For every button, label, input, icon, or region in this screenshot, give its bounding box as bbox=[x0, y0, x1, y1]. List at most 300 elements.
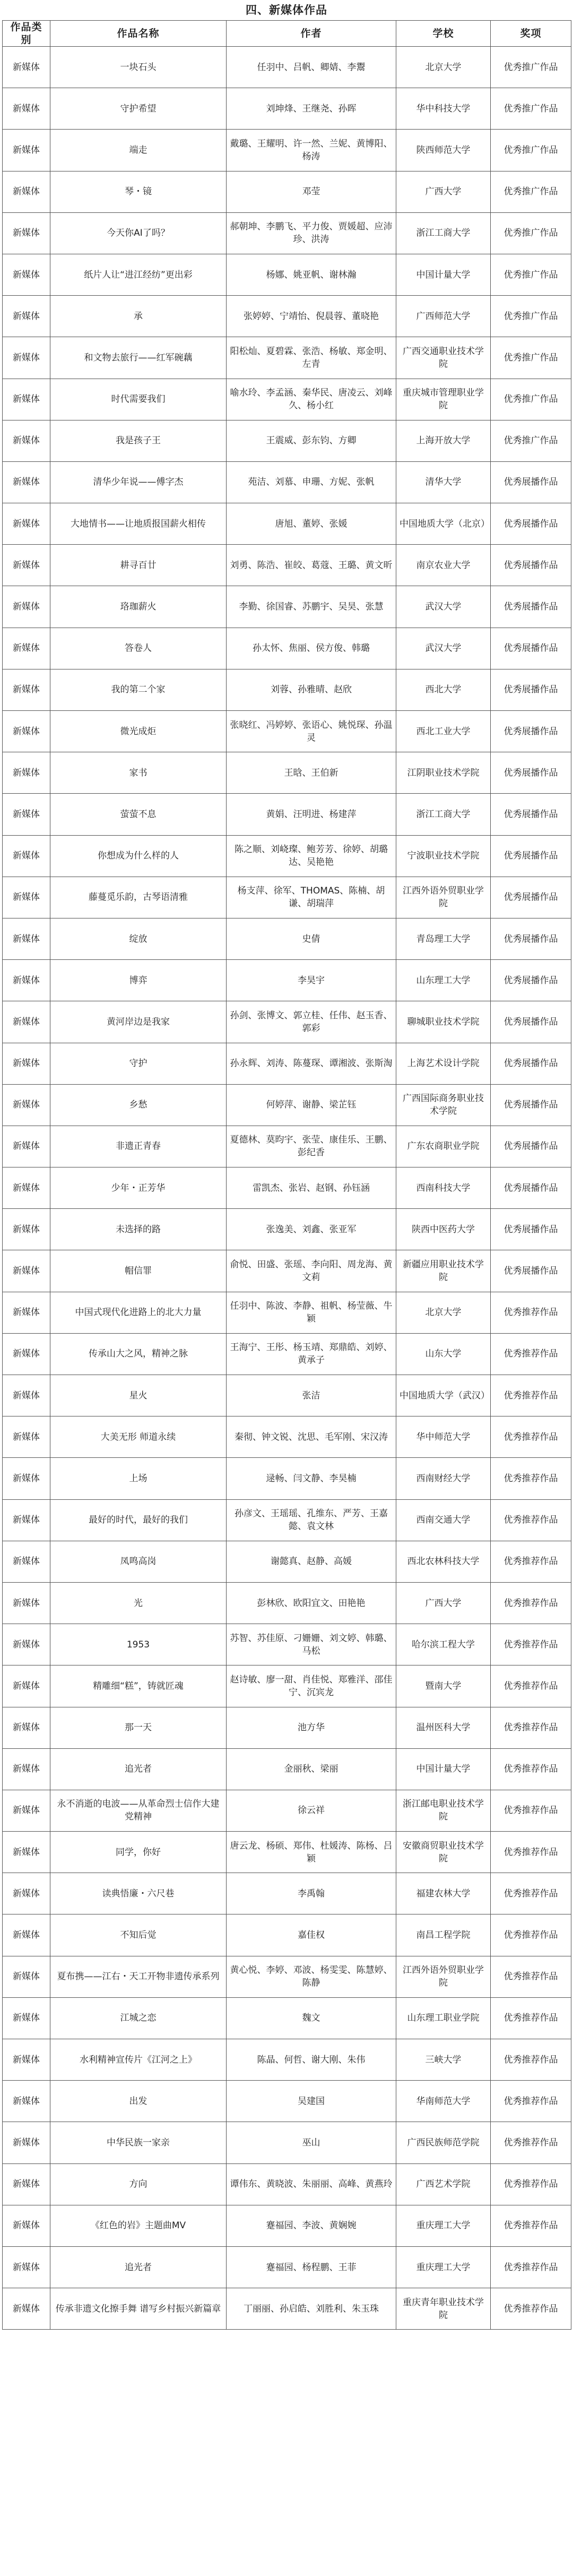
cell-category: 新媒体 bbox=[3, 628, 50, 669]
cell-school: 山东理工职业学院 bbox=[396, 1997, 491, 2039]
cell-work-title: 光 bbox=[50, 1582, 227, 1624]
cell-authors: 王晗、王伯新 bbox=[227, 752, 396, 794]
cell-category: 新媒体 bbox=[3, 1707, 50, 1748]
cell-award: 优秀展播作品 bbox=[491, 1043, 571, 1084]
cell-authors: 雷凯杰、张岩、赵钢、孙钰涵 bbox=[227, 1167, 396, 1209]
cell-school: 广西大学 bbox=[396, 171, 491, 212]
table-row bbox=[3, 1499, 571, 1541]
cell-school: 广西国际商务职业技术学院 bbox=[396, 1084, 491, 1126]
cell-category: 新媒体 bbox=[3, 960, 50, 1001]
cell-category: 新媒体 bbox=[3, 1333, 50, 1375]
cell-category: 新媒体 bbox=[3, 1914, 50, 1956]
table-row bbox=[3, 1250, 571, 1292]
table-row bbox=[3, 1292, 571, 1333]
cell-award: 优秀展播作品 bbox=[491, 877, 571, 918]
cell-school: 宁波职业技术学院 bbox=[396, 835, 491, 877]
cell-award: 优秀展播作品 bbox=[491, 669, 571, 710]
cell-work-title: 家书 bbox=[50, 752, 227, 794]
cell-work-title: 永不消逝的电波——从革命烈士信作大建党精神 bbox=[50, 1790, 227, 1831]
cell-authors: 嘉佳权 bbox=[227, 1914, 396, 1956]
cell-award: 优秀推荐作品 bbox=[491, 1375, 571, 1416]
table-row bbox=[3, 1624, 571, 1665]
table-row bbox=[3, 586, 571, 628]
cell-authors: 蹇福园、李波、黄娴婉 bbox=[227, 2205, 396, 2246]
cell-school: 中国地质大学（北京） bbox=[396, 503, 491, 545]
table-row bbox=[3, 1790, 571, 1831]
cell-award: 优秀推荐作品 bbox=[491, 1914, 571, 1956]
cell-authors: 杨娜、姚亚帆、谢林瀚 bbox=[227, 254, 396, 295]
cell-school: 西南科技大学 bbox=[396, 1167, 491, 1209]
cell-category: 新媒体 bbox=[3, 711, 50, 752]
table-row bbox=[3, 420, 571, 461]
cell-category: 新媒体 bbox=[3, 1458, 50, 1499]
cell-work-title: 一块石头 bbox=[50, 47, 227, 88]
cell-authors: 李禹翰 bbox=[227, 1873, 396, 1914]
cell-category: 新媒体 bbox=[3, 296, 50, 337]
cell-work-title: 凤鸣高岗 bbox=[50, 1541, 227, 1582]
cell-authors: 巫山 bbox=[227, 2122, 396, 2163]
cell-category: 新媒体 bbox=[3, 1167, 50, 1209]
cell-school: 暨南大学 bbox=[396, 1665, 491, 1707]
table-row bbox=[3, 1126, 571, 1167]
cell-category: 新媒体 bbox=[3, 586, 50, 628]
cell-category: 新媒体 bbox=[3, 1997, 50, 2039]
table-row bbox=[3, 2205, 571, 2246]
table-header-row bbox=[3, 21, 571, 47]
cell-award: 优秀展播作品 bbox=[491, 918, 571, 959]
cell-school: 广西艺术学院 bbox=[396, 2163, 491, 2205]
cell-category: 新媒体 bbox=[3, 254, 50, 295]
cell-award: 优秀展播作品 bbox=[491, 1126, 571, 1167]
cell-category: 新媒体 bbox=[3, 2081, 50, 2122]
cell-award: 优秀展播作品 bbox=[491, 1250, 571, 1292]
cell-school: 南昌工程学院 bbox=[396, 1914, 491, 1956]
cell-authors: 俞悦、田盛、张瑶、李向阳、周龙海、黄文莉 bbox=[227, 1250, 396, 1292]
cell-authors: 唐云龙、杨硕、郑伟、杜媛涛、陈杨、吕颖 bbox=[227, 1832, 396, 1873]
cell-authors: 苑洁、刘慕、申珊、方妮、张帆 bbox=[227, 461, 396, 503]
cell-school: 北京大学 bbox=[396, 1292, 491, 1333]
cell-work-title: 大美无形 师道永续 bbox=[50, 1416, 227, 1458]
cell-work-title: 中华民族一家亲 bbox=[50, 2122, 227, 2163]
cell-authors: 丁丽丽、孙启皓、刘胜利、朱玉珠 bbox=[227, 2288, 396, 2330]
table-row bbox=[3, 2288, 571, 2330]
cell-award: 优秀推广作品 bbox=[491, 130, 571, 171]
cell-work-title: 未选择的路 bbox=[50, 1209, 227, 1250]
cell-school: 安徽商贸职业技术学院 bbox=[396, 1832, 491, 1873]
cell-work-title: 那一天 bbox=[50, 1707, 227, 1748]
cell-category: 新媒体 bbox=[3, 1043, 50, 1084]
cell-school: 西南财经大学 bbox=[396, 1458, 491, 1499]
cell-work-title: 清华少年说——傅字杰 bbox=[50, 461, 227, 503]
cell-school: 中国计量大学 bbox=[396, 254, 491, 295]
cell-authors: 黄心悦、李婷、邓波、杨雯雯、陈慧婷、陈静 bbox=[227, 1956, 396, 1997]
cell-category: 新媒体 bbox=[3, 545, 50, 586]
cell-authors: 李昊宇 bbox=[227, 960, 396, 1001]
table-row bbox=[3, 1416, 571, 1458]
table-row bbox=[3, 711, 571, 752]
cell-school: 广东农商职业学院 bbox=[396, 1126, 491, 1167]
cell-category: 新媒体 bbox=[3, 88, 50, 130]
cell-award: 优秀推广作品 bbox=[491, 337, 571, 379]
cell-school: 西北大学 bbox=[396, 669, 491, 710]
cell-school: 华南师范大学 bbox=[396, 2081, 491, 2122]
cell-award: 优秀推荐作品 bbox=[491, 1748, 571, 1790]
cell-school: 陕西师范大学 bbox=[396, 130, 491, 171]
cell-award: 优秀推广作品 bbox=[491, 296, 571, 337]
cell-work-title: 1953 bbox=[50, 1624, 227, 1665]
cell-award: 优秀推荐作品 bbox=[491, 2081, 571, 2122]
cell-award: 优秀推广作品 bbox=[491, 379, 571, 420]
cell-school: 上海艺术设计学院 bbox=[396, 1043, 491, 1084]
cell-authors: 刘勇、陈浩、崔皎、葛蔻、王璐、黄文昕 bbox=[227, 545, 396, 586]
cell-category: 新媒体 bbox=[3, 877, 50, 918]
cell-authors: 戴璐、王耀明、许一然、兰妮、黄博阳、杨涛 bbox=[227, 130, 396, 171]
cell-category: 新媒体 bbox=[3, 1084, 50, 1126]
table-row bbox=[3, 1914, 571, 1956]
cell-work-title: 博弈 bbox=[50, 960, 227, 1001]
cell-category: 新媒体 bbox=[3, 2288, 50, 2330]
cell-work-title: 纸片人让“进江经纺”更出彩 bbox=[50, 254, 227, 295]
cell-work-title: 藤蔓觅乐韵，古琴语清雅 bbox=[50, 877, 227, 918]
cell-authors: 谢懿真、赵静、高媛 bbox=[227, 1541, 396, 1582]
cell-authors: 陈之顺、刘峣璨、鲍芳芳、徐婷、胡璐达、吴艳艳 bbox=[227, 835, 396, 877]
table-row bbox=[3, 1375, 571, 1416]
header-work-title: 作品名称 bbox=[50, 21, 227, 47]
table-row bbox=[3, 1707, 571, 1748]
cell-school: 三峡大学 bbox=[396, 2039, 491, 2081]
cell-award: 优秀推荐作品 bbox=[491, 1499, 571, 1541]
table-row bbox=[3, 794, 571, 835]
table-row bbox=[3, 2246, 571, 2288]
cell-work-title: 非遗正青春 bbox=[50, 1126, 227, 1167]
cell-category: 新媒体 bbox=[3, 669, 50, 710]
cell-school: 北京大学 bbox=[396, 47, 491, 88]
table-row bbox=[3, 2039, 571, 2081]
cell-award: 优秀推荐作品 bbox=[491, 2246, 571, 2288]
cell-category: 新媒体 bbox=[3, 212, 50, 254]
cell-authors: 徐云祥 bbox=[227, 1790, 396, 1831]
cell-school: 广西交通职业技术学院 bbox=[396, 337, 491, 379]
cell-award: 优秀推荐作品 bbox=[491, 1832, 571, 1873]
cell-school: 西南交通大学 bbox=[396, 1499, 491, 1541]
table-row bbox=[3, 1001, 571, 1043]
cell-work-title: 耕寻百廿 bbox=[50, 545, 227, 586]
table-row bbox=[3, 545, 571, 586]
cell-school: 南京农业大学 bbox=[396, 545, 491, 586]
table-row bbox=[3, 1748, 571, 1790]
cell-category: 新媒体 bbox=[3, 503, 50, 545]
table-row bbox=[3, 2163, 571, 2205]
cell-award: 优秀展播作品 bbox=[491, 752, 571, 794]
header-authors: 作者 bbox=[227, 21, 396, 47]
cell-category: 新媒体 bbox=[3, 1665, 50, 1707]
cell-authors: 彭林欣、欧阳宜文、田艳艳 bbox=[227, 1582, 396, 1624]
cell-category: 新媒体 bbox=[3, 794, 50, 835]
table-row bbox=[3, 1665, 571, 1707]
cell-school: 江阴职业技术学院 bbox=[396, 752, 491, 794]
cell-award: 优秀推荐作品 bbox=[491, 2288, 571, 2330]
table-row bbox=[3, 669, 571, 710]
cell-work-title: 追光者 bbox=[50, 2246, 227, 2288]
table-row bbox=[3, 461, 571, 503]
table-row bbox=[3, 1873, 571, 1914]
cell-work-title: 同学，你好 bbox=[50, 1832, 227, 1873]
cell-work-title: 《红色的岩》主题曲MV bbox=[50, 2205, 227, 2246]
cell-school: 陕西中医药大学 bbox=[396, 1209, 491, 1250]
cell-authors: 孙永辉、刘涛、陈蔓琛、谭湘波、张斯淘 bbox=[227, 1043, 396, 1084]
awards-table bbox=[2, 20, 571, 2330]
cell-award: 优秀推广作品 bbox=[491, 420, 571, 461]
table-row bbox=[3, 877, 571, 918]
cell-category: 新媒体 bbox=[3, 2205, 50, 2246]
cell-award: 优秀推荐作品 bbox=[491, 1624, 571, 1665]
cell-authors: 张洁 bbox=[227, 1375, 396, 1416]
cell-work-title: 守护希望 bbox=[50, 88, 227, 130]
cell-work-title: 方向 bbox=[50, 2163, 227, 2205]
cell-category: 新媒体 bbox=[3, 47, 50, 88]
cell-award: 优秀推荐作品 bbox=[491, 1582, 571, 1624]
cell-work-title: 我的第二个家 bbox=[50, 669, 227, 710]
cell-work-title: 读典悟廉・六尺巷 bbox=[50, 1873, 227, 1914]
cell-work-title: 帽信罪 bbox=[50, 1250, 227, 1292]
table-body bbox=[3, 47, 571, 2330]
cell-category: 新媒体 bbox=[3, 1832, 50, 1873]
cell-authors: 李勤、徐国睿、苏鹏宇、吴昊、张慧 bbox=[227, 586, 396, 628]
cell-work-title: 水利精神宣传片《江河之上》 bbox=[50, 2039, 227, 2081]
table-row bbox=[3, 1582, 571, 1624]
cell-school: 重庆理工大学 bbox=[396, 2246, 491, 2288]
cell-award: 优秀推荐作品 bbox=[491, 2039, 571, 2081]
cell-school: 广西师范大学 bbox=[396, 296, 491, 337]
cell-work-title: 乡愁 bbox=[50, 1084, 227, 1126]
cell-authors: 金丽秋、梁丽 bbox=[227, 1748, 396, 1790]
table-row bbox=[3, 960, 571, 1001]
cell-work-title: 黄河岸边是我家 bbox=[50, 1001, 227, 1043]
table-row bbox=[3, 1167, 571, 1209]
cell-work-title: 时代需要我们 bbox=[50, 379, 227, 420]
cell-authors: 刘蓉、孙雅晴、赵欣 bbox=[227, 669, 396, 710]
cell-award: 优秀推荐作品 bbox=[491, 1873, 571, 1914]
cell-award: 优秀推广作品 bbox=[491, 88, 571, 130]
table-row bbox=[3, 1209, 571, 1250]
cell-award: 优秀推荐作品 bbox=[491, 1665, 571, 1707]
cell-school: 温州医科大学 bbox=[396, 1707, 491, 1748]
cell-category: 新媒体 bbox=[3, 1582, 50, 1624]
cell-award: 优秀推广作品 bbox=[491, 171, 571, 212]
table-row bbox=[3, 88, 571, 130]
cell-work-title: 守护 bbox=[50, 1043, 227, 1084]
cell-school: 中国地质大学（武汉） bbox=[396, 1375, 491, 1416]
table-row bbox=[3, 379, 571, 420]
cell-school: 江西外语外贸职业学院 bbox=[396, 877, 491, 918]
cell-authors: 张逸美、刘鑫、张亚军 bbox=[227, 1209, 396, 1250]
cell-award: 优秀展播作品 bbox=[491, 1167, 571, 1209]
cell-work-title: 和文物去旅行——红军碗藕 bbox=[50, 337, 227, 379]
table-row bbox=[3, 212, 571, 254]
cell-school: 哈尔滨工程大学 bbox=[396, 1624, 491, 1665]
cell-category: 新媒体 bbox=[3, 2122, 50, 2163]
cell-work-title: 萤萤不息 bbox=[50, 794, 227, 835]
cell-authors: 刘坤烽、王继尧、孙晖 bbox=[227, 88, 396, 130]
cell-authors: 黄娟、汪明进、杨建萍 bbox=[227, 794, 396, 835]
cell-work-title: 微光成炬 bbox=[50, 711, 227, 752]
cell-award: 优秀推广作品 bbox=[491, 254, 571, 295]
cell-work-title: 少年・正芳华 bbox=[50, 1167, 227, 1209]
cell-work-title: 你想成为什么样的人 bbox=[50, 835, 227, 877]
cell-school: 浙江工商大学 bbox=[396, 212, 491, 254]
cell-award: 优秀推荐作品 bbox=[491, 2163, 571, 2205]
cell-authors: 谭伟东、黄晓波、朱丽丽、高峰、黄燕玲 bbox=[227, 2163, 396, 2205]
cell-authors: 张晓红、冯婷婷、张语心、姚悦琛、孙温灵 bbox=[227, 711, 396, 752]
cell-category: 新媒体 bbox=[3, 171, 50, 212]
cell-authors: 郝朝坤、李鹏飞、平力俊、贾媛超、应沛珍、洪涛 bbox=[227, 212, 396, 254]
cell-award: 优秀推荐作品 bbox=[491, 1790, 571, 1831]
table-row bbox=[3, 296, 571, 337]
table-row bbox=[3, 918, 571, 959]
table-row bbox=[3, 1541, 571, 1582]
table-row bbox=[3, 47, 571, 88]
cell-authors: 池方华 bbox=[227, 1707, 396, 1748]
cell-work-title: 琴・镜 bbox=[50, 171, 227, 212]
cell-school: 华中科技大学 bbox=[396, 88, 491, 130]
cell-school: 广西大学 bbox=[396, 1582, 491, 1624]
cell-school: 上海开放大学 bbox=[396, 420, 491, 461]
cell-category: 新媒体 bbox=[3, 1956, 50, 1997]
cell-work-title: 中国式现代化进路上的北大力量 bbox=[50, 1292, 227, 1333]
cell-work-title: 今天你AI了吗？ bbox=[50, 212, 227, 254]
cell-school: 广西民族师范学院 bbox=[396, 2122, 491, 2163]
cell-award: 优秀展播作品 bbox=[491, 503, 571, 545]
cell-award: 优秀展播作品 bbox=[491, 1209, 571, 1250]
cell-school: 福建农林大学 bbox=[396, 1873, 491, 1914]
cell-authors: 孙彦文、王瑶瑶、孔维东、严芳、王嘉懿、袁文林 bbox=[227, 1499, 396, 1541]
cell-work-title: 江城之恋 bbox=[50, 1997, 227, 2039]
cell-category: 新媒体 bbox=[3, 1790, 50, 1831]
cell-authors: 任羽中、陈波、李静、祖帆、杨莹薇、牛颖 bbox=[227, 1292, 396, 1333]
cell-category: 新媒体 bbox=[3, 379, 50, 420]
cell-category: 新媒体 bbox=[3, 130, 50, 171]
cell-school: 山东理工大学 bbox=[396, 960, 491, 1001]
table-row bbox=[3, 752, 571, 794]
cell-award: 优秀推广作品 bbox=[491, 212, 571, 254]
cell-category: 新媒体 bbox=[3, 420, 50, 461]
cell-authors: 任羽中、吕帆、卿婧、李鬻 bbox=[227, 47, 396, 88]
cell-school: 中国计量大学 bbox=[396, 1748, 491, 1790]
cell-authors: 喻水玲、李孟涵、秦华民、唐凌云、刘峰久、杨小红 bbox=[227, 379, 396, 420]
cell-authors: 逯畅、闫文静、李昊楠 bbox=[227, 1458, 396, 1499]
cell-authors: 赵诗敏、廖一甜、肖佳悦、郑雅洋、邵佳宁、沉宾龙 bbox=[227, 1665, 396, 1707]
cell-work-title: 端走 bbox=[50, 130, 227, 171]
cell-work-title: 珞珈薪火 bbox=[50, 586, 227, 628]
cell-authors: 孙太怀、焦丽、侯方俊、韩璐 bbox=[227, 628, 396, 669]
cell-category: 新媒体 bbox=[3, 1416, 50, 1458]
cell-award: 优秀推广作品 bbox=[491, 47, 571, 88]
table-row bbox=[3, 1043, 571, 1084]
header-award: 奖项 bbox=[491, 21, 571, 47]
cell-school: 浙江工商大学 bbox=[396, 794, 491, 835]
cell-award: 优秀展播作品 bbox=[491, 711, 571, 752]
table-row bbox=[3, 130, 571, 171]
header-school: 学校 bbox=[396, 21, 491, 47]
cell-award: 优秀展播作品 bbox=[491, 1001, 571, 1043]
cell-authors: 何婷萍、谢静、梁芷钰 bbox=[227, 1084, 396, 1126]
cell-award: 优秀推荐作品 bbox=[491, 1416, 571, 1458]
cell-authors: 蹇福园、杨程鹏、王菲 bbox=[227, 2246, 396, 2288]
cell-work-title: 夏布携——江右・天工开物非遗传承系列 bbox=[50, 1956, 227, 1997]
cell-work-title: 答卷人 bbox=[50, 628, 227, 669]
table-row bbox=[3, 171, 571, 212]
table-row bbox=[3, 1458, 571, 1499]
cell-award: 优秀推荐作品 bbox=[491, 1292, 571, 1333]
cell-school: 重庆理工大学 bbox=[396, 2205, 491, 2246]
cell-category: 新媒体 bbox=[3, 1001, 50, 1043]
header-category: 作品类别 bbox=[3, 21, 50, 47]
cell-school: 山东大学 bbox=[396, 1333, 491, 1375]
cell-school: 江西外语外贸职业学院 bbox=[396, 1956, 491, 1997]
cell-category: 新媒体 bbox=[3, 1748, 50, 1790]
cell-authors: 王海宁、王彤、杨玉靖、郑鼎皓、刘婷、黄承子 bbox=[227, 1333, 396, 1375]
table-row bbox=[3, 1084, 571, 1126]
cell-school: 重庆青年职业技术学院 bbox=[396, 2288, 491, 2330]
table-row bbox=[3, 1333, 571, 1375]
cell-authors: 王震威、彭东钧、方卿 bbox=[227, 420, 396, 461]
cell-school: 聊城职业技术学院 bbox=[396, 1001, 491, 1043]
cell-category: 新媒体 bbox=[3, 1541, 50, 1582]
table-row bbox=[3, 1832, 571, 1873]
cell-authors: 史倩 bbox=[227, 918, 396, 959]
table-row bbox=[3, 1956, 571, 1997]
cell-authors: 苏智、苏佳原、刁姗姗、刘文婷、韩璐、马松 bbox=[227, 1624, 396, 1665]
cell-award: 优秀推荐作品 bbox=[491, 1333, 571, 1375]
cell-authors: 孙剑、张博文、郭立桂、任伟、赵玉香、郭彩 bbox=[227, 1001, 396, 1043]
cell-category: 新媒体 bbox=[3, 2246, 50, 2288]
table-row bbox=[3, 503, 571, 545]
cell-category: 新媒体 bbox=[3, 835, 50, 877]
cell-category: 新媒体 bbox=[3, 1250, 50, 1292]
cell-category: 新媒体 bbox=[3, 918, 50, 959]
cell-authors: 吴建国 bbox=[227, 2081, 396, 2122]
table-row bbox=[3, 835, 571, 877]
cell-authors: 唐旭、董婷、张媛 bbox=[227, 503, 396, 545]
cell-work-title: 大地情书——让地质报国薪火相传 bbox=[50, 503, 227, 545]
cell-work-title: 最好的时代，最好的我们 bbox=[50, 1499, 227, 1541]
cell-award: 优秀展播作品 bbox=[491, 794, 571, 835]
cell-authors: 陈晶、何哲、谢大刚、朱伟 bbox=[227, 2039, 396, 2081]
cell-award: 优秀展播作品 bbox=[491, 461, 571, 503]
cell-school: 浙江邮电职业技术学院 bbox=[396, 1790, 491, 1831]
cell-authors: 阳松灿、夏碧霖、张浩、杨敏、郑金明、左青 bbox=[227, 337, 396, 379]
cell-work-title: 出发 bbox=[50, 2081, 227, 2122]
cell-school: 西北农林科技大学 bbox=[396, 1541, 491, 1582]
table-row bbox=[3, 1997, 571, 2039]
cell-work-title: 我是孩子王 bbox=[50, 420, 227, 461]
cell-work-title: 传承山大之风，精神之脉 bbox=[50, 1333, 227, 1375]
cell-award: 优秀推荐作品 bbox=[491, 1541, 571, 1582]
section-title: 四、新媒体作品 bbox=[246, 4, 327, 16]
cell-category: 新媒体 bbox=[3, 1624, 50, 1665]
cell-award: 优秀展播作品 bbox=[491, 1084, 571, 1126]
cell-work-title: 精雕细“糕”，铸就匠魂 bbox=[50, 1665, 227, 1707]
cell-award: 优秀推荐作品 bbox=[491, 1458, 571, 1499]
cell-school: 武汉大学 bbox=[396, 586, 491, 628]
cell-category: 新媒体 bbox=[3, 1873, 50, 1914]
cell-authors: 张婷婷、宁靖怡、倪晨蓉、董晓艳 bbox=[227, 296, 396, 337]
cell-work-title: 不知后觉 bbox=[50, 1914, 227, 1956]
cell-category: 新媒体 bbox=[3, 2039, 50, 2081]
cell-award: 优秀推荐作品 bbox=[491, 1707, 571, 1748]
table-row bbox=[3, 628, 571, 669]
cell-award: 优秀展播作品 bbox=[491, 545, 571, 586]
